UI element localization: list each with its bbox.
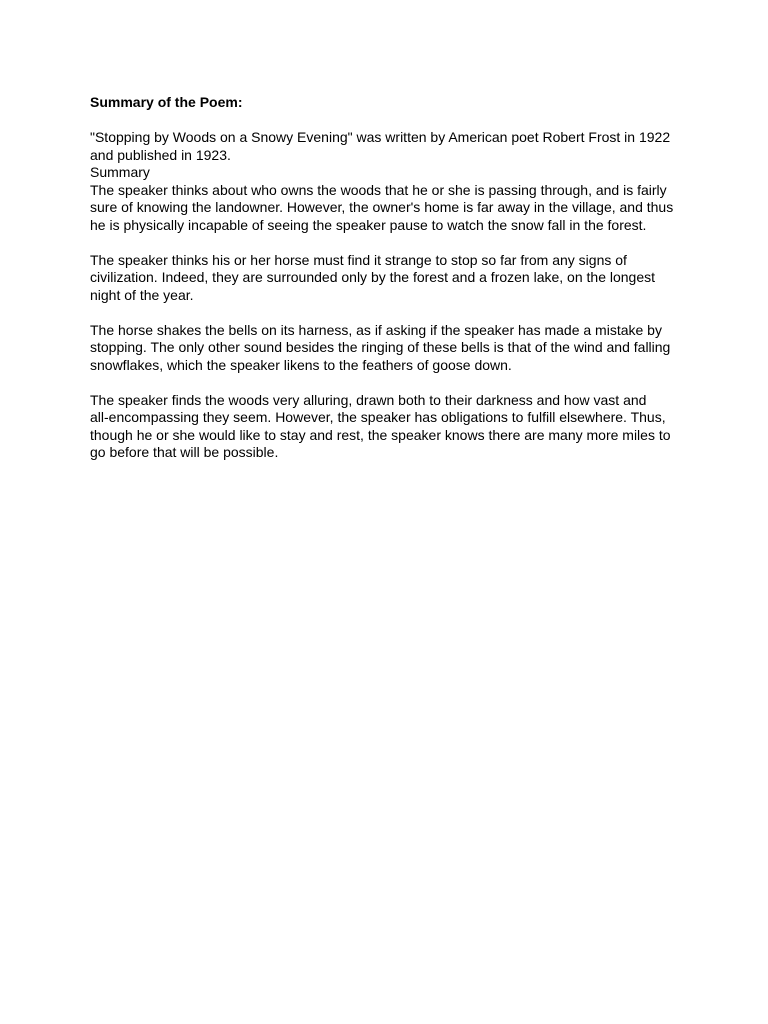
- paragraph-line: The speaker finds the woods very alluring, drawn both to their darkness and how vast and: [90, 391, 647, 408]
- body-paragraph: [90, 392, 680, 462]
- paragraph-line: The horse shakes the bells on its harness, as if asking if the speaker has made a mistake by: [90, 321, 662, 338]
- intro-line: and published in 1923.: [90, 146, 231, 163]
- intro-line: "Stopping by Woods on a Snowy Evening" was written by American poet Robert Frost in 1922: [90, 129, 671, 145]
- paragraph-line: all-encompassing they seem. However, the speaker has obligations to fulfill elsewhere. Thus,: [90, 409, 666, 425]
- intro-paragraph: [90, 129, 680, 234]
- paragraph-line: sure of knowing the landowner. However, the owner's home is far away in the village, and thus: [90, 199, 674, 215]
- paragraph-line: he is physically incapable of seeing the speaker pause to watch the snow fall in the forest.: [90, 216, 647, 233]
- summary-label: Summary: [90, 164, 150, 180]
- paragraph-line: go before that will be possible.: [90, 444, 279, 460]
- body-paragraph: [90, 252, 680, 305]
- paragraph-line: The speaker thinks his or her horse must find it strange to stop so far from any signs of: [90, 251, 627, 268]
- paragraph-line: civilization. Indeed, they are surrounded only by the forest and a frozen lake, on the longest: [90, 269, 656, 285]
- paragraph-line: stopping. The only other sound besides the ringing of these bells is that of the wind and falling: [90, 339, 671, 355]
- paragraph-line: snowflakes, which the speaker likens to the feathers of goose down.: [90, 356, 512, 373]
- document-heading: Summary of the Poem:: [90, 94, 243, 110]
- paragraph-line: though he or she would like to stay and rest, the speaker knows there are many more miles to: [90, 426, 671, 443]
- body-paragraph: [90, 322, 680, 375]
- paragraph-line: The speaker thinks about who owns the woods that he or she is passing through, and is fairly: [90, 181, 667, 198]
- paragraph-line: night of the year.: [90, 286, 194, 303]
- document-page: [90, 94, 680, 479]
